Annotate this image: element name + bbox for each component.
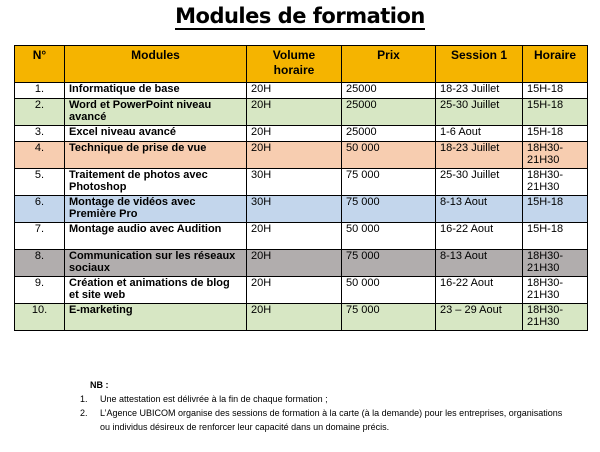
note-number: 2. (80, 408, 88, 418)
cell-prix: 75 000 (342, 250, 436, 277)
table-header-row (15, 46, 588, 83)
column-header-horaire: Horaire (523, 46, 588, 83)
cell-module: Montage audio avec Audition (65, 223, 247, 250)
cell-session: 23 – 29 Aout (436, 304, 523, 331)
table-row (15, 250, 588, 277)
cell-horaire: 15H-18 (523, 196, 588, 223)
cell-horaire: 18H30-21H30 (523, 250, 588, 277)
cell-volume: 30H (247, 196, 342, 223)
cell-session: 25-30 Juillet (436, 169, 523, 196)
cell-volume: 20H (247, 126, 342, 142)
page-title-text: Modules de formation (175, 4, 425, 28)
cell-session: 8-13 Aout (436, 250, 523, 277)
cell-volume: 20H (247, 223, 342, 250)
cell-prix: 75 000 (342, 169, 436, 196)
cell-horaire: 18H30-21H30 (523, 277, 588, 304)
table-row (15, 126, 588, 142)
column-header-session: Session 1 (436, 46, 523, 83)
cell-module: E-marketing (65, 304, 247, 331)
cell-num: 4. (15, 142, 65, 169)
column-header-num: N° (15, 46, 65, 83)
cell-horaire: 18H30-21H30 (523, 142, 588, 169)
cell-module: Word et PowerPoint niveau avancé (65, 99, 247, 126)
cell-num: 6. (15, 196, 65, 223)
cell-num: 8. (15, 250, 65, 277)
notes-section (72, 378, 572, 434)
cell-volume: 20H (247, 142, 342, 169)
cell-num: 5. (15, 169, 65, 196)
table-row (15, 99, 588, 126)
cell-horaire: 15H-18 (523, 126, 588, 142)
table-row (15, 304, 588, 331)
cell-session: 25-30 Juillet (436, 99, 523, 126)
table-row (15, 223, 588, 250)
cell-volume: 30H (247, 169, 342, 196)
column-header-modules: Modules (65, 46, 247, 83)
cell-num: 3. (15, 126, 65, 142)
cell-horaire: 15H-18 (523, 99, 588, 126)
cell-session: 16-22 Aout (436, 277, 523, 304)
note-text: Une attestation est délivrée à la fin de chaque formation ; (100, 394, 328, 404)
cell-module: Technique de prise de vue (65, 142, 247, 169)
note-item (72, 406, 572, 434)
cell-horaire: 15H-18 (523, 83, 588, 99)
table-body (15, 83, 588, 331)
cell-prix: 50 000 (342, 223, 436, 250)
cell-volume: 20H (247, 99, 342, 126)
cell-module: Communication sur les réseaux sociaux (65, 250, 247, 277)
notes-label: NB : (90, 380, 109, 390)
cell-volume: 20H (247, 250, 342, 277)
note-number: 1. (80, 394, 88, 404)
cell-session: 1-6 Aout (436, 126, 523, 142)
cell-num: 9. (15, 277, 65, 304)
cell-session: 18-23 Juillet (436, 142, 523, 169)
table-row (15, 277, 588, 304)
cell-session: 8-13 Aout (436, 196, 523, 223)
cell-num: 7. (15, 223, 65, 250)
cell-module: Montage de vidéos avec Première Pro (65, 196, 247, 223)
cell-num: 10. (15, 304, 65, 331)
cell-num: 2. (15, 99, 65, 126)
column-header-prix: Prix (342, 46, 436, 83)
cell-prix: 50 000 (342, 277, 436, 304)
table-row (15, 83, 588, 99)
modules-table (14, 45, 588, 331)
cell-prix: 25000 (342, 99, 436, 126)
cell-prix: 75 000 (342, 196, 436, 223)
cell-module: Excel niveau avancé (65, 126, 247, 142)
cell-horaire: 18H30-21H30 (523, 169, 588, 196)
cell-module: Création et animations de blog et site web (65, 277, 247, 304)
cell-volume: 20H (247, 277, 342, 304)
cell-prix: 25000 (342, 126, 436, 142)
cell-horaire: 15H-18 (523, 223, 588, 250)
column-header-volume: Volume horaire (247, 46, 342, 83)
cell-volume: 20H (247, 83, 342, 99)
cell-prix: 75 000 (342, 304, 436, 331)
cell-session: 18-23 Juillet (436, 83, 523, 99)
page-title (0, 4, 600, 28)
table-row (15, 196, 588, 223)
cell-prix: 25000 (342, 83, 436, 99)
table-row (15, 169, 588, 196)
cell-volume: 20H (247, 304, 342, 331)
note-text: L’Agence UBICOM organise des sessions de formation à la carte (à la demande) pour les entreprises, organisations ou individus désireux de renforcer leur capacité dans un domaine précis. (100, 408, 563, 432)
cell-module: Informatique de base (65, 83, 247, 99)
table-row (15, 142, 588, 169)
cell-num: 1. (15, 83, 65, 99)
cell-horaire: 18H30-21H30 (523, 304, 588, 331)
cell-session: 16-22 Aout (436, 223, 523, 250)
cell-prix: 50 000 (342, 142, 436, 169)
cell-module: Traitement de photos avec Photoshop (65, 169, 247, 196)
note-item (72, 392, 572, 406)
